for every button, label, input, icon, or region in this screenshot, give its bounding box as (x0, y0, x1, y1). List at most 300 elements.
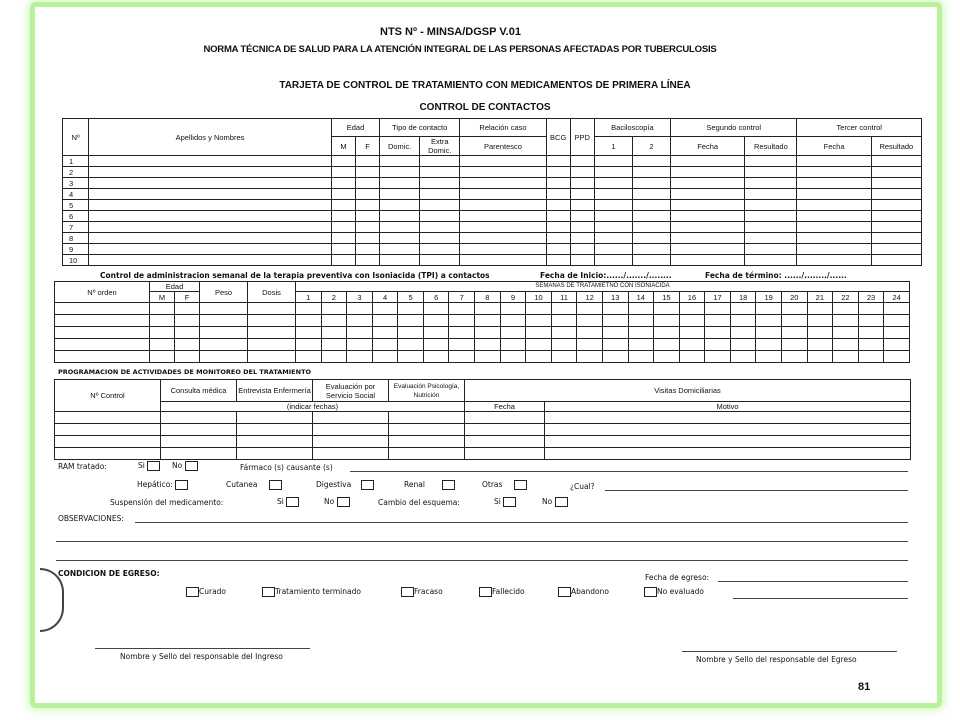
contact-cell[interactable] (871, 156, 921, 167)
renal-option[interactable] (404, 480, 455, 490)
contact-cell[interactable] (89, 211, 332, 222)
contact-cell[interactable] (632, 189, 670, 200)
tpi-cell[interactable] (475, 315, 501, 327)
contact-cell[interactable] (460, 244, 546, 255)
prog-cell[interactable] (465, 424, 545, 436)
contact-cell[interactable] (460, 200, 546, 211)
tpi-cell[interactable] (449, 339, 475, 351)
tpi-cell[interactable] (884, 303, 910, 315)
prog-cell[interactable] (545, 424, 911, 436)
tpi-cell[interactable] (500, 327, 526, 339)
contact-cell[interactable] (871, 189, 921, 200)
contact-cell[interactable] (89, 222, 332, 233)
tpi-cell[interactable] (807, 327, 833, 339)
contact-cell[interactable] (671, 244, 745, 255)
tpi-cell[interactable] (475, 351, 501, 363)
contact-cell[interactable] (632, 167, 670, 178)
tpi-cell[interactable] (551, 339, 577, 351)
contact-cell[interactable] (671, 156, 745, 167)
contact-cell[interactable] (89, 244, 332, 255)
tpi-cell[interactable] (296, 339, 322, 351)
tpi-cell[interactable] (602, 315, 628, 327)
contact-cell[interactable] (632, 178, 670, 189)
tpi-cell[interactable] (730, 339, 756, 351)
tpi-cell[interactable] (526, 351, 552, 363)
tpi-cell[interactable] (730, 351, 756, 363)
contact-cell[interactable] (871, 233, 921, 244)
prog-cell[interactable] (237, 436, 313, 448)
ram-no[interactable] (172, 461, 198, 471)
contact-cell[interactable] (671, 178, 745, 189)
tpi-cell[interactable] (175, 303, 200, 315)
tpi-cell[interactable] (475, 339, 501, 351)
contact-cell[interactable] (420, 255, 460, 266)
contact-cell[interactable] (356, 255, 380, 266)
tpi-cell[interactable] (551, 327, 577, 339)
tpi-cell[interactable] (730, 315, 756, 327)
cambio-si-checkbox[interactable] (503, 497, 516, 507)
tpi-cell[interactable] (398, 315, 424, 327)
tpi-cell[interactable] (526, 327, 552, 339)
tpi-cell[interactable] (756, 327, 782, 339)
curado-checkbox[interactable] (186, 587, 199, 597)
tpi-cell[interactable] (423, 315, 449, 327)
tpi-cell[interactable] (423, 351, 449, 363)
contact-cell[interactable] (745, 244, 797, 255)
otras-option[interactable] (482, 480, 527, 490)
contact-cell[interactable] (331, 222, 355, 233)
tpi-cell[interactable] (347, 327, 373, 339)
contact-cell[interactable] (570, 200, 594, 211)
firma-ingreso-line[interactable] (95, 648, 310, 649)
tpi-cell[interactable] (756, 351, 782, 363)
contact-cell[interactable] (460, 156, 546, 167)
contact-cell[interactable] (89, 189, 332, 200)
tpi-cell[interactable] (807, 315, 833, 327)
tpi-cell[interactable] (248, 303, 296, 315)
tpi-cell[interactable] (248, 315, 296, 327)
tpi-cell[interactable] (858, 327, 884, 339)
tpi-cell[interactable] (372, 327, 398, 339)
observaciones-line-1[interactable] (135, 522, 908, 523)
contact-cell[interactable] (570, 244, 594, 255)
contact-cell[interactable] (671, 233, 745, 244)
contact-cell[interactable] (632, 244, 670, 255)
contact-cell[interactable] (632, 156, 670, 167)
contact-cell[interactable] (632, 200, 670, 211)
tpi-cell[interactable] (756, 339, 782, 351)
tpi-cell[interactable] (628, 351, 654, 363)
tpi-cell[interactable] (372, 315, 398, 327)
prog-cell[interactable] (55, 436, 161, 448)
tpi-cell[interactable] (175, 327, 200, 339)
contact-cell[interactable] (546, 255, 570, 266)
tpi-cell[interactable] (321, 351, 347, 363)
tpi-cell[interactable] (296, 327, 322, 339)
contact-cell[interactable] (420, 178, 460, 189)
contact-cell[interactable] (745, 200, 797, 211)
contact-cell[interactable] (570, 189, 594, 200)
contact-cell[interactable] (460, 255, 546, 266)
fracaso-checkbox[interactable] (401, 587, 414, 597)
tpi-cell[interactable] (150, 303, 175, 315)
ram-si[interactable] (138, 461, 160, 471)
tpi-cell[interactable] (858, 339, 884, 351)
tpi-cell[interactable] (756, 315, 782, 327)
prog-cell[interactable] (465, 448, 545, 460)
prog-cell[interactable] (161, 436, 237, 448)
contact-cell[interactable] (380, 222, 420, 233)
contact-cell[interactable] (871, 222, 921, 233)
contact-cell[interactable] (671, 222, 745, 233)
contact-cell[interactable] (331, 189, 355, 200)
tpi-cell[interactable] (577, 351, 603, 363)
contact-cell[interactable] (89, 167, 332, 178)
tpi-cell[interactable] (526, 315, 552, 327)
tpi-cell[interactable] (628, 327, 654, 339)
contact-cell[interactable] (420, 189, 460, 200)
tpi-cell[interactable] (175, 339, 200, 351)
contact-cell[interactable] (570, 178, 594, 189)
prog-cell[interactable] (237, 448, 313, 460)
contact-cell[interactable] (797, 244, 871, 255)
tpi-cell[interactable] (884, 339, 910, 351)
contact-cell[interactable] (594, 167, 632, 178)
contact-cell[interactable] (745, 211, 797, 222)
tpi-cell[interactable] (398, 339, 424, 351)
prog-cell[interactable] (237, 424, 313, 436)
suspension-si[interactable] (277, 497, 299, 507)
contact-cell[interactable] (380, 244, 420, 255)
contact-cell[interactable] (546, 200, 570, 211)
tpi-cell[interactable] (500, 315, 526, 327)
tpi-cell[interactable] (150, 351, 175, 363)
contact-cell[interactable] (380, 167, 420, 178)
contact-cell[interactable] (594, 178, 632, 189)
egreso-fallecido[interactable] (479, 587, 525, 597)
tpi-cell[interactable] (200, 315, 248, 327)
tpi-cell[interactable] (654, 315, 680, 327)
tpi-cell[interactable] (833, 315, 859, 327)
prog-cell[interactable] (161, 412, 237, 424)
tpi-cell[interactable] (347, 315, 373, 327)
contact-cell[interactable] (797, 189, 871, 200)
contact-cell[interactable] (546, 167, 570, 178)
tpi-cell[interactable] (679, 315, 705, 327)
tpi-cell[interactable] (248, 351, 296, 363)
tpi-cell[interactable] (551, 351, 577, 363)
tpi-cell[interactable] (500, 339, 526, 351)
contact-cell[interactable] (570, 255, 594, 266)
contact-cell[interactable] (632, 222, 670, 233)
tpi-cell[interactable] (628, 339, 654, 351)
tpi-cell[interactable] (449, 315, 475, 327)
tpi-cell[interactable] (884, 327, 910, 339)
tpi-cell[interactable] (372, 303, 398, 315)
contact-cell[interactable] (594, 255, 632, 266)
tpi-cell[interactable] (296, 351, 322, 363)
contact-cell[interactable] (89, 156, 332, 167)
tpi-cell[interactable] (150, 327, 175, 339)
contact-cell[interactable] (331, 156, 355, 167)
observaciones-line-3[interactable] (56, 560, 908, 561)
contact-cell[interactable] (380, 156, 420, 167)
contact-cell[interactable] (331, 200, 355, 211)
tpi-cell[interactable] (602, 351, 628, 363)
tpi-cell[interactable] (526, 303, 552, 315)
contact-cell[interactable] (460, 222, 546, 233)
prog-cell[interactable] (389, 436, 465, 448)
contact-cell[interactable] (380, 189, 420, 200)
tpi-cell[interactable] (347, 339, 373, 351)
contact-cell[interactable] (380, 211, 420, 222)
contact-cell[interactable] (546, 222, 570, 233)
tpi-cell[interactable] (833, 327, 859, 339)
contact-cell[interactable] (331, 233, 355, 244)
tpi-cell[interactable] (200, 303, 248, 315)
contact-cell[interactable] (356, 189, 380, 200)
tpi-cell[interactable] (628, 315, 654, 327)
contact-cell[interactable] (546, 178, 570, 189)
digestiva-option[interactable] (316, 480, 374, 490)
contact-cell[interactable] (871, 167, 921, 178)
otras-checkbox[interactable] (514, 480, 527, 490)
tpi-cell[interactable] (551, 303, 577, 315)
contact-cell[interactable] (331, 255, 355, 266)
tpi-cell[interactable] (781, 315, 807, 327)
contact-cell[interactable] (570, 222, 594, 233)
tpi-cell[interactable] (55, 315, 150, 327)
prog-cell[interactable] (55, 448, 161, 460)
contact-cell[interactable] (546, 233, 570, 244)
hepatico-checkbox[interactable] (175, 480, 188, 490)
tpi-cell[interactable] (321, 303, 347, 315)
contact-cell[interactable] (420, 167, 460, 178)
tpi-cell[interactable] (730, 327, 756, 339)
contact-cell[interactable] (570, 156, 594, 167)
tpi-cell[interactable] (577, 315, 603, 327)
prog-cell[interactable] (389, 424, 465, 436)
contact-cell[interactable] (745, 255, 797, 266)
tpi-cell[interactable] (602, 339, 628, 351)
fallecido-checkbox[interactable] (479, 587, 492, 597)
prog-cell[interactable] (55, 424, 161, 436)
contact-cell[interactable] (594, 233, 632, 244)
contact-cell[interactable] (871, 244, 921, 255)
prog-cell[interactable] (465, 412, 545, 424)
contact-cell[interactable] (745, 178, 797, 189)
contact-cell[interactable] (356, 178, 380, 189)
contact-cell[interactable] (594, 222, 632, 233)
tpi-cell[interactable] (781, 339, 807, 351)
tpi-cell[interactable] (372, 339, 398, 351)
tpi-cell[interactable] (628, 303, 654, 315)
hepatico-option[interactable] (137, 480, 188, 490)
tpi-cell[interactable] (55, 351, 150, 363)
tpi-cell[interactable] (55, 303, 150, 315)
contact-cell[interactable] (380, 178, 420, 189)
contact-cell[interactable] (356, 200, 380, 211)
tpi-cell[interactable] (475, 327, 501, 339)
tpi-cell[interactable] (175, 351, 200, 363)
contact-cell[interactable] (380, 200, 420, 211)
tpi-cell[interactable] (475, 303, 501, 315)
contact-cell[interactable] (671, 189, 745, 200)
egreso-abandono[interactable] (558, 587, 609, 597)
contact-cell[interactable] (460, 233, 546, 244)
tpi-cell[interactable] (551, 315, 577, 327)
contact-cell[interactable] (797, 255, 871, 266)
tpi-cell[interactable] (423, 339, 449, 351)
contact-cell[interactable] (570, 211, 594, 222)
cutanea-checkbox[interactable] (269, 480, 282, 490)
tpi-cell[interactable] (679, 303, 705, 315)
contact-cell[interactable] (420, 244, 460, 255)
prog-cell[interactable] (545, 448, 911, 460)
prog-cell[interactable] (465, 436, 545, 448)
contact-cell[interactable] (797, 156, 871, 167)
contact-cell[interactable] (632, 255, 670, 266)
contact-cell[interactable] (380, 255, 420, 266)
contact-cell[interactable] (546, 244, 570, 255)
contact-cell[interactable] (671, 200, 745, 211)
tpi-cell[interactable] (200, 351, 248, 363)
contact-cell[interactable] (871, 211, 921, 222)
tpi-cell[interactable] (347, 351, 373, 363)
contact-cell[interactable] (356, 156, 380, 167)
tpi-cell[interactable] (248, 327, 296, 339)
egreso-tratamiento-terminado[interactable] (262, 587, 361, 597)
tpi-cell[interactable] (602, 303, 628, 315)
tpi-cell[interactable] (577, 327, 603, 339)
contact-cell[interactable] (356, 167, 380, 178)
egreso-curado[interactable] (186, 587, 226, 597)
contact-cell[interactable] (871, 200, 921, 211)
no-evaluado-checkbox[interactable] (644, 587, 657, 597)
tpi-cell[interactable] (398, 327, 424, 339)
tpi-cell[interactable] (321, 315, 347, 327)
prog-cell[interactable] (389, 412, 465, 424)
cambio-si[interactable] (494, 497, 516, 507)
tpi-cell[interactable] (423, 327, 449, 339)
renal-checkbox[interactable] (442, 480, 455, 490)
tpi-cell[interactable] (654, 303, 680, 315)
contact-cell[interactable] (594, 189, 632, 200)
tpi-cell[interactable] (705, 315, 731, 327)
cambio-no-checkbox[interactable] (555, 497, 568, 507)
tpi-cell[interactable] (200, 327, 248, 339)
tpi-cell[interactable] (884, 351, 910, 363)
tpi-cell[interactable] (781, 303, 807, 315)
tpi-cell[interactable] (398, 303, 424, 315)
tpi-cell[interactable] (500, 351, 526, 363)
tpi-cell[interactable] (175, 315, 200, 327)
tpi-cell[interactable] (55, 327, 150, 339)
tpi-cell[interactable] (449, 327, 475, 339)
tpi-cell[interactable] (347, 303, 373, 315)
tpi-cell[interactable] (200, 339, 248, 351)
tpi-cell[interactable] (858, 315, 884, 327)
contact-cell[interactable] (420, 156, 460, 167)
prog-cell[interactable] (545, 412, 911, 424)
contact-cell[interactable] (570, 167, 594, 178)
prog-cell[interactable] (161, 448, 237, 460)
contact-cell[interactable] (460, 189, 546, 200)
contact-cell[interactable] (460, 178, 546, 189)
contact-cell[interactable] (745, 156, 797, 167)
contact-cell[interactable] (89, 178, 332, 189)
suspension-si-checkbox[interactable] (286, 497, 299, 507)
contact-cell[interactable] (89, 200, 332, 211)
tpi-cell[interactable] (679, 327, 705, 339)
tpi-cell[interactable] (248, 339, 296, 351)
tpi-cell[interactable] (807, 351, 833, 363)
prog-cell[interactable] (313, 436, 389, 448)
tpi-cell[interactable] (150, 339, 175, 351)
tpi-cell[interactable] (321, 339, 347, 351)
contact-cell[interactable] (331, 211, 355, 222)
contact-cell[interactable] (671, 167, 745, 178)
contact-cell[interactable] (331, 244, 355, 255)
contact-cell[interactable] (546, 211, 570, 222)
contact-cell[interactable] (460, 211, 546, 222)
contact-cell[interactable] (594, 200, 632, 211)
tpi-cell[interactable] (884, 315, 910, 327)
tpi-cell[interactable] (858, 303, 884, 315)
tpi-cell[interactable] (654, 351, 680, 363)
farmaco-line[interactable] (350, 471, 908, 472)
tpi-cell[interactable] (449, 303, 475, 315)
tpi-cell[interactable] (654, 339, 680, 351)
tpi-cell[interactable] (679, 351, 705, 363)
contact-cell[interactable] (89, 255, 332, 266)
tpi-cell[interactable] (756, 303, 782, 315)
contact-cell[interactable] (632, 233, 670, 244)
tpi-cell[interactable] (807, 303, 833, 315)
tpi-cell[interactable] (577, 303, 603, 315)
tpi-cell[interactable] (833, 351, 859, 363)
contact-cell[interactable] (797, 200, 871, 211)
tpi-cell[interactable] (602, 327, 628, 339)
prog-cell[interactable] (237, 412, 313, 424)
tpi-cell[interactable] (705, 303, 731, 315)
tpi-cell[interactable] (526, 339, 552, 351)
contact-cell[interactable] (671, 211, 745, 222)
tpi-cell[interactable] (679, 339, 705, 351)
firma-egreso-line[interactable] (682, 651, 897, 652)
prog-cell[interactable] (389, 448, 465, 460)
cambio-no[interactable] (542, 497, 568, 507)
tpi-cell[interactable] (781, 327, 807, 339)
tpi-cell[interactable] (321, 327, 347, 339)
prog-cell[interactable] (55, 412, 161, 424)
tpi-cell[interactable] (398, 351, 424, 363)
egreso-no-evaluado[interactable] (644, 587, 704, 597)
tpi-cell[interactable] (781, 351, 807, 363)
contact-cell[interactable] (745, 222, 797, 233)
abandono-checkbox[interactable] (558, 587, 571, 597)
tpi-cell[interactable] (730, 303, 756, 315)
contact-cell[interactable] (594, 156, 632, 167)
contact-cell[interactable] (871, 255, 921, 266)
contact-cell[interactable] (89, 233, 332, 244)
contact-cell[interactable] (356, 222, 380, 233)
tpi-cell[interactable] (705, 327, 731, 339)
cual-line[interactable] (605, 490, 908, 491)
contact-cell[interactable] (797, 222, 871, 233)
prog-cell[interactable] (161, 424, 237, 436)
prog-cell[interactable] (545, 436, 911, 448)
